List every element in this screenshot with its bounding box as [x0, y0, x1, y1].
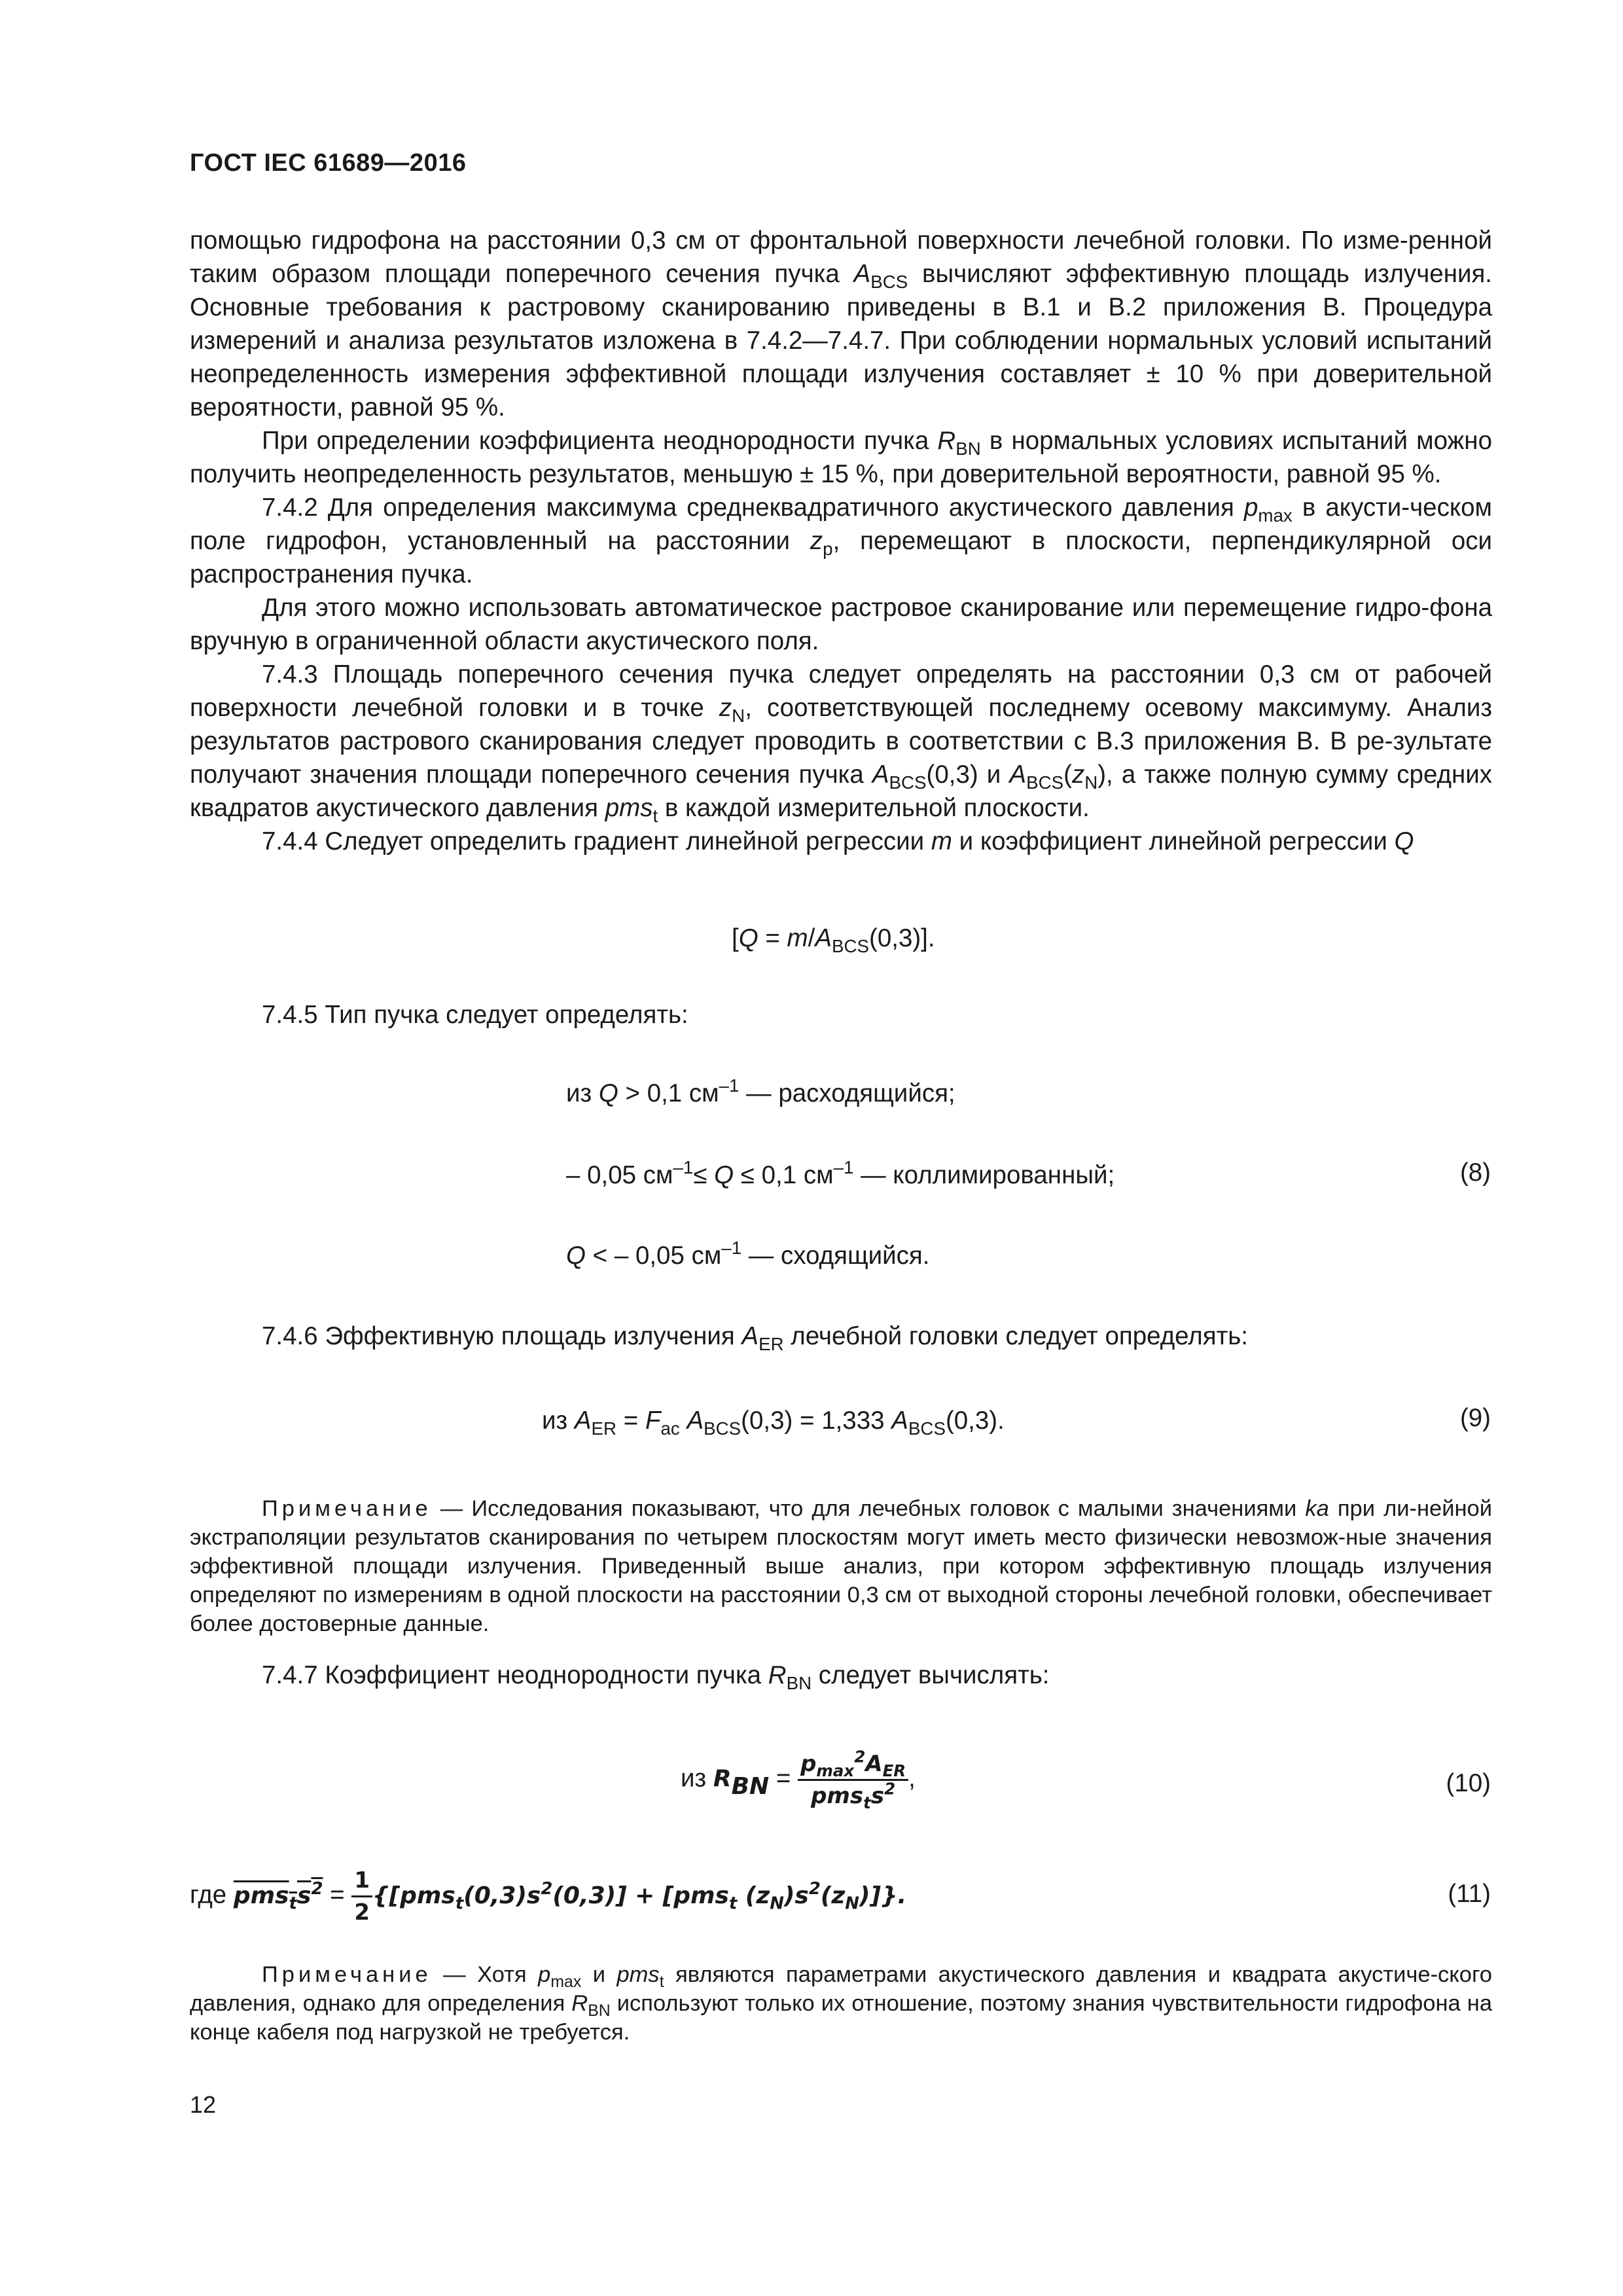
math-var: ka	[1305, 1496, 1329, 1521]
math-sub: p	[823, 538, 833, 559]
text-span: При определении коэффициента неоднородности пучка	[262, 427, 938, 455]
text-span: /	[808, 924, 815, 952]
math-var: A	[853, 260, 871, 288]
math-var: A	[815, 924, 832, 952]
fraction-half	[351, 1865, 372, 1928]
text-span: 7.4.4 Следует определить градиент линейной регрессии	[262, 827, 931, 855]
math-sub: max	[1258, 505, 1293, 526]
formula-10	[681, 1749, 916, 1811]
math-sub: ER	[758, 1333, 784, 1354]
text-span: где	[190, 1880, 234, 1909]
text-span: 7.4.2 Для определения максимума среднеквадратичного акустического давления	[262, 493, 1244, 522]
text-span: ] + [	[616, 1882, 674, 1909]
math-sub: N	[770, 1893, 784, 1913]
math-sub: BN	[955, 438, 981, 459]
math-var: pms	[400, 1882, 455, 1909]
equation-number-9: (9)	[1459, 1404, 1491, 1432]
beam-type-diverging	[566, 1077, 955, 1110]
text-span: =	[616, 1407, 645, 1435]
formula-q	[732, 922, 935, 955]
text-span: из	[566, 1079, 599, 1107]
text-span: и коэффициент линейной регрессии	[952, 827, 1395, 855]
math-sub: BCS	[832, 935, 870, 956]
text-span: (0,3)].	[869, 924, 935, 952]
text-span: =	[769, 1764, 798, 1793]
math-sub: BN	[588, 2001, 611, 2020]
math-sub: BN	[786, 1672, 812, 1693]
text-span: и	[581, 1962, 617, 1987]
text-span: )	[783, 1882, 795, 1909]
math-var: pms	[616, 1962, 660, 1987]
math-var: p	[1243, 493, 1258, 522]
text-span: — сходящийся.	[741, 1242, 930, 1270]
paragraph-continuation	[190, 224, 1492, 424]
page-number: 12	[190, 2091, 217, 2118]
text-span: ]}.	[870, 1882, 907, 1909]
text-span: лечебной головки следует определять:	[783, 1322, 1249, 1350]
math-sup: 2	[541, 1878, 553, 1899]
beam-type-converging	[566, 1239, 929, 1272]
math-var: z	[831, 1882, 846, 1909]
math-var: Q	[738, 924, 758, 952]
text-span: < – 0,05 см	[585, 1242, 722, 1270]
text-span: в акусти-ческом поле гидрофон, установленный на расстоянии	[190, 493, 1492, 555]
fraction-rbn	[798, 1749, 908, 1811]
math-var: pms	[673, 1882, 729, 1909]
math-var: p	[800, 1751, 817, 1777]
text-span: – 0,05 см	[566, 1161, 673, 1189]
fraction-numerator	[798, 1749, 908, 1781]
note-label: Примечание	[262, 1962, 432, 1987]
text-span: =	[323, 1880, 352, 1909]
text-span: 7.4.6 Эффективную площадь излучения	[262, 1322, 742, 1350]
text-span: — Исследования показывают, что для лечебных головок с малыми значениями	[431, 1496, 1306, 1521]
text-span: из	[681, 1764, 713, 1793]
math-sub: BN	[731, 1773, 770, 1801]
math-sub: BCS	[908, 1418, 946, 1439]
math-var: A	[891, 1407, 908, 1435]
math-sub: t	[289, 1893, 297, 1913]
text-span: ≤	[693, 1161, 715, 1189]
text-span: являются параметрами акустического давления и квадрата акустиче-ского давления, однако для определения	[190, 1962, 1492, 2016]
text-span: (	[820, 1882, 832, 1909]
paragraph-rbn-uncertainty	[190, 424, 1492, 491]
paragraph-7-4-3	[190, 658, 1492, 825]
math-sup: 2	[808, 1878, 821, 1899]
math-sub: ER	[591, 1418, 617, 1439]
math-sup: 2	[884, 1779, 896, 1799]
text-span: (	[1063, 761, 1072, 789]
math-sub: BCS	[870, 271, 908, 292]
math-sub: BCS	[1026, 772, 1064, 793]
text-span: в нормальных условиях испытаний можно получить неопределенность результатов, меньшую ± 15 %, при доверительной вероятности, равной 95 %.	[190, 427, 1492, 488]
paragraph-7-4-2	[190, 491, 1492, 591]
text-span: 7.4.3 Площадь поперечного сечения пучка следует определять на расстоянии 0,3 см от рабочей поверхности лечебной головки и в точке	[190, 660, 1492, 722]
math-sup: –1	[673, 1157, 694, 1177]
math-sub: ER	[882, 1761, 906, 1780]
formula-11	[190, 1865, 906, 1928]
math-sub: N	[845, 1893, 859, 1913]
mean-pmst-s2	[233, 1878, 323, 1913]
math-var: pms	[811, 1783, 864, 1809]
math-sub: N	[1084, 772, 1098, 793]
text-span: вычисляют эффективную площадь излучения. Основные требования к растровому сканированию приведены в В.1 и В.2 приложения В. Процедура измерений и анализа результатов изложена в 7.4.2—7.4.7. При соблюдении нормальных условий испытаний неопределенность измерения эффективной площади излучения составляет ± 10 % при доверительной вероятности, равной 95 %.	[190, 260, 1493, 422]
text-span: (0,3).	[945, 1407, 1005, 1435]
math-sub: BCS	[704, 1418, 741, 1439]
math-sup: –1	[833, 1157, 854, 1177]
note-label: Примечание	[262, 1496, 432, 1521]
text-span: при ли-нейной экстраполяции результатов сканирования по четырем плоскостям могут иметь место физически невозмож-ные значения эффективной площади излучения. Приведенный выше анализ, при котором эффективную площадь излучения определяют по измерениям в одной плоскости на расстоянии 0,3 см от выходной стороны лечебной головки, обеспечивает более достоверные данные.	[190, 1496, 1492, 1636]
math-var: Q	[1394, 827, 1414, 855]
math-var: A	[574, 1407, 592, 1435]
math-var: Q	[714, 1161, 734, 1189]
math-sub: t	[863, 1793, 871, 1812]
text-span: — Хотя	[431, 1962, 539, 1987]
text-span: {[	[372, 1882, 401, 1909]
math-sub: t	[455, 1893, 464, 1913]
math-var: s	[870, 1783, 885, 1809]
document-header: ГОСТ IEC 61689—2016	[190, 149, 467, 177]
math-var: A	[1009, 761, 1027, 789]
text-span: в каждой измерительной плоскости.	[658, 794, 1090, 822]
fraction-numerator: 1	[351, 1865, 372, 1897]
math-var: A	[741, 1322, 759, 1350]
math-var: Q	[566, 1242, 586, 1270]
math-sub: t	[728, 1893, 738, 1913]
text-span: из	[542, 1407, 575, 1435]
text-span: ≤ 0,1 см	[734, 1161, 834, 1189]
text-span: [	[732, 924, 739, 952]
body-text-block	[190, 224, 1492, 858]
math-var: z	[810, 527, 823, 555]
text-span: (	[737, 1882, 757, 1909]
math-sup: –1	[719, 1075, 740, 1096]
math-var: s	[794, 1882, 809, 1909]
math-sub: N	[732, 705, 745, 726]
math-var: A	[872, 761, 889, 789]
paragraph-7-4-6	[262, 1319, 1248, 1353]
text-span: =	[758, 924, 787, 952]
fraction-denominator: 2	[354, 1899, 370, 1926]
math-var: R	[937, 427, 956, 455]
math-var: A	[687, 1407, 704, 1435]
text-span: ), а также полную сумму средних квадратов акустического давления	[190, 761, 1492, 822]
paragraph-7-4-5: 7.4.5 Тип пучка следует определять:	[262, 1001, 688, 1029]
math-var: R	[713, 1765, 732, 1793]
math-var: z	[1071, 761, 1085, 789]
text-span: помощью гидрофона на расстоянии 0,3 см от фронтальной поверхности лечебной головки. По изме-ренной таким образом площади поперечного сечения пучка	[190, 226, 1492, 288]
text-span: , соответствующей последнему осевому максимуму. Анализ результатов растрового сканирования следует проводить в соответствии с В.3 приложения В. В ре-зультате получают значения площади поперечного сечения пучка	[190, 694, 1492, 789]
math-var: s	[297, 1882, 312, 1909]
formula-9	[542, 1404, 1005, 1437]
text-span: , перемещают в плоскости, перпендикулярной оси распространения пучка.	[190, 527, 1492, 588]
math-var: Q	[598, 1079, 618, 1107]
sum-expression	[372, 1878, 907, 1913]
math-var: pms	[605, 794, 653, 822]
paragraph-7-4-4	[190, 825, 1492, 858]
beam-type-collimated	[566, 1158, 1115, 1192]
text-span: (0,3)	[552, 1882, 616, 1909]
text-span	[680, 1407, 687, 1435]
text-span: (0,3) и	[926, 761, 1010, 789]
text-span: )	[859, 1882, 870, 1909]
fraction-denominator	[798, 1781, 908, 1811]
math-var: m	[787, 924, 808, 952]
note-1	[190, 1494, 1492, 1638]
math-var: F	[645, 1407, 661, 1435]
text-span: 7.4.7 Коэффициент неоднородности пучка	[262, 1661, 768, 1689]
text-span: (0,3)	[463, 1882, 527, 1909]
math-sub: t	[659, 1973, 664, 1991]
math-var: A	[865, 1751, 883, 1777]
text-span: — расходящийся;	[739, 1079, 955, 1107]
text-span: — коллимированный;	[853, 1161, 1115, 1189]
paragraph-raster-scan: Для этого можно использовать автоматическое растровое сканирование или перемещение гидро-фона вручную в ограниченной области акустического поля.	[190, 594, 1492, 655]
math-var: z	[756, 1882, 770, 1909]
math-var: z	[719, 694, 732, 722]
math-var: R	[571, 1991, 588, 2016]
math-sub: ac	[660, 1418, 680, 1439]
equation-number-8: (8)	[1459, 1158, 1491, 1187]
math-var: R	[768, 1661, 787, 1689]
equation-number-11: (11)	[1448, 1880, 1491, 1908]
math-sub: t	[652, 805, 658, 826]
math-sup: –1	[721, 1237, 742, 1258]
note-2	[190, 1960, 1492, 2047]
math-var: s	[526, 1882, 541, 1909]
text-span: > 0,1 см	[618, 1079, 719, 1107]
text-span: ,	[908, 1764, 916, 1793]
equation-number-10: (10)	[1446, 1769, 1491, 1797]
math-sub: BCS	[889, 772, 927, 793]
text-span: (0,3) = 1,333	[741, 1407, 892, 1435]
paragraph-7-4-7	[262, 1659, 1049, 1692]
math-var: m	[931, 827, 952, 855]
text-span: следует вычислять:	[812, 1661, 1050, 1689]
math-sup: 2	[854, 1747, 866, 1767]
text-span: используют только их отношение, поэтому знания чувствительности гидрофона на конце кабеля под нагрузкой не требуется.	[190, 1991, 1493, 2045]
math-sub: max	[816, 1761, 855, 1780]
math-sub: max	[550, 1973, 582, 1991]
math-var: p	[538, 1962, 551, 1987]
math-sup: 2	[311, 1878, 323, 1899]
math-var: pms	[233, 1882, 289, 1909]
